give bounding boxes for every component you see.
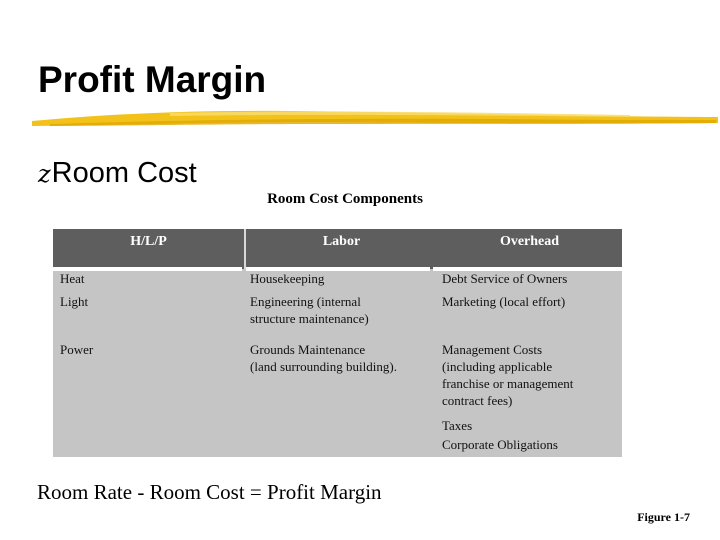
table-cell: Engineering (internal structure maintenance) <box>250 294 369 326</box>
room-cost-table <box>53 229 622 457</box>
header-overhead: Overhead <box>499 234 560 249</box>
bullet-text: Room Cost <box>51 157 197 189</box>
table-cell: Management Costs (including applicable franchise or management contract fees) <box>442 342 574 408</box>
table-cell: Grounds Maintenance (land surrounding building). <box>250 342 397 374</box>
table-cell: Heat <box>60 271 85 286</box>
bullet-room-cost <box>38 153 197 194</box>
table-cell: Corporate Obligations <box>442 437 558 452</box>
bullet-icon: z <box>38 160 51 188</box>
table-cell: Power <box>60 342 94 357</box>
figure-label: Figure 1-7 <box>637 510 690 524</box>
table-cell: Taxes <box>442 418 473 433</box>
slide-title: Profit Margin <box>38 59 267 100</box>
table-cell: Housekeeping <box>250 271 325 286</box>
table-header <box>53 229 622 269</box>
title-underline-brush <box>30 104 720 132</box>
table-title: Room Cost Components <box>267 191 423 207</box>
header-hlp: H/L/P <box>130 234 167 249</box>
table-cell: Debt Service of Owners <box>442 271 568 286</box>
table-cell: Marketing (local effort) <box>442 294 566 309</box>
header-labor: Labor <box>322 234 361 249</box>
profit-formula: Room Rate - Room Cost = Profit Margin <box>37 480 382 504</box>
table-cell: Light <box>60 294 89 309</box>
